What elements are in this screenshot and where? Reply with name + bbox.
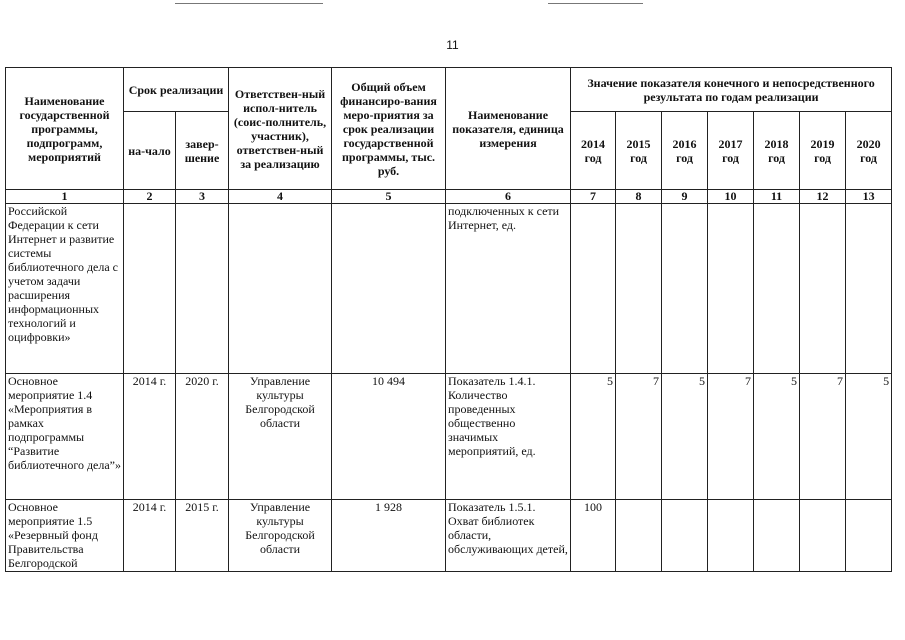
row-value: 100	[571, 500, 616, 572]
row-value	[846, 204, 892, 374]
row-start: 2014 г.	[124, 500, 176, 572]
table-row	[6, 204, 892, 374]
col-volume-header: Общий объем финансиро-вания меро-приятия за срок реализации государственной программы, тыс. руб.	[332, 68, 446, 190]
row-value	[662, 500, 708, 572]
year-header: 2016 год	[662, 112, 708, 190]
column-number: 7	[571, 190, 616, 204]
row-volume: 1 928	[332, 500, 446, 572]
column-number: 5	[332, 190, 446, 204]
column-number: 11	[754, 190, 800, 204]
row-responsible	[229, 204, 332, 374]
row-value: 7	[616, 374, 662, 500]
top-rule-left	[175, 3, 323, 4]
column-number: 3	[176, 190, 229, 204]
row-value: 5	[571, 374, 616, 500]
table-row	[6, 500, 892, 572]
row-value	[800, 500, 846, 572]
page-number: 11	[446, 38, 459, 52]
row-value: 7	[800, 374, 846, 500]
column-number: 9	[662, 190, 708, 204]
col-term-header: Срок реализации	[124, 68, 229, 112]
row-value	[754, 500, 800, 572]
row-value: 7	[708, 374, 754, 500]
header-row-1	[6, 68, 892, 112]
row-value: 5	[754, 374, 800, 500]
year-header: 2014 год	[571, 112, 616, 190]
column-number: 12	[800, 190, 846, 204]
row-name: Российской Федерации к сети Интернет и развитие системы библиотечного дела с учетом задачи расширения информационных технологий и оцифровки»	[6, 204, 124, 374]
row-volume	[332, 204, 446, 374]
row-volume: 10 494	[332, 374, 446, 500]
row-value: 5	[662, 374, 708, 500]
column-number: 13	[846, 190, 892, 204]
row-value: 5	[846, 374, 892, 500]
row-value	[800, 204, 846, 374]
row-name: Основное мероприятие 1.5 «Резервный фонд Правительства Белгородской	[6, 500, 124, 572]
row-end	[176, 204, 229, 374]
row-value	[616, 204, 662, 374]
year-header: 2019 год	[800, 112, 846, 190]
column-number: 2	[124, 190, 176, 204]
column-number: 10	[708, 190, 754, 204]
row-value	[846, 500, 892, 572]
column-number: 4	[229, 190, 332, 204]
column-number-row	[6, 190, 892, 204]
row-responsible: Управление культуры Белгородской области	[229, 500, 332, 572]
table-row	[6, 374, 892, 500]
row-value	[662, 204, 708, 374]
row-indicator: Показатель 1.5.1. Охват библиотек области, обслуживающих детей,	[446, 500, 571, 572]
row-indicator: Показатель 1.4.1. Количество проведенных общественно значимых мероприятий, ед.	[446, 374, 571, 500]
row-value	[754, 204, 800, 374]
row-value	[616, 500, 662, 572]
program-table	[5, 67, 892, 572]
col-indicator-header: Наименование показателя, единица измерения	[446, 68, 571, 190]
row-value	[708, 500, 754, 572]
column-number: 8	[616, 190, 662, 204]
column-number: 6	[446, 190, 571, 204]
row-end: 2015 г.	[176, 500, 229, 572]
row-value	[571, 204, 616, 374]
column-number: 1	[6, 190, 124, 204]
year-header: 2020 год	[846, 112, 892, 190]
row-start: 2014 г.	[124, 374, 176, 500]
col-responsible-header: Ответствен-ный испол-нитель (соис-полнитель, участник), ответствен-ный за реализацию	[229, 68, 332, 190]
top-rule-right	[548, 3, 643, 4]
row-indicator: подключенных к сети Интернет, ед.	[446, 204, 571, 374]
col-end-header: завер-шение	[176, 112, 229, 190]
row-value	[708, 204, 754, 374]
year-header: 2017 год	[708, 112, 754, 190]
col-values-header: Значение показателя конечного и непосредственного результата по годам реализации	[571, 68, 892, 112]
year-header: 2015 год	[616, 112, 662, 190]
row-name: Основное мероприятие 1.4 «Мероприятия в рамках подпрограммы “Развитие библиотечного дела”»	[6, 374, 124, 500]
row-end: 2020 г.	[176, 374, 229, 500]
year-header: 2018 год	[754, 112, 800, 190]
row-start	[124, 204, 176, 374]
col-start-header: на-чало	[124, 112, 176, 190]
row-responsible: Управление культуры Белгородской области	[229, 374, 332, 500]
col-name-header: Наименование государственной программы, подпрограмм, мероприятий	[6, 68, 124, 190]
